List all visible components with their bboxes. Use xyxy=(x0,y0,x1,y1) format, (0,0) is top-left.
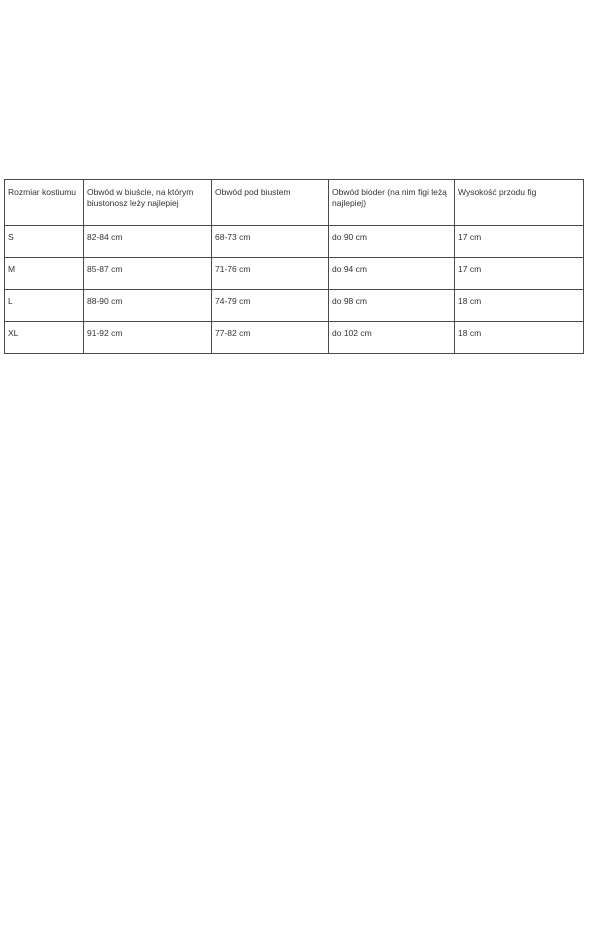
header-label: Obwód w biuście, na którym biustonosz leży najlepiej xyxy=(87,187,194,208)
table-cell xyxy=(329,258,455,290)
hips-value: do 90 cm xyxy=(332,232,367,242)
table-cell xyxy=(329,290,455,322)
header-cell-underbust xyxy=(212,180,329,226)
table-cell xyxy=(329,226,455,258)
table-cell xyxy=(84,322,212,354)
hips-value: do 94 cm xyxy=(332,264,367,274)
size-label: L xyxy=(8,296,13,306)
size-chart-table xyxy=(4,179,584,354)
front-height-value: 18 cm xyxy=(458,328,482,338)
front-height-value: 17 cm xyxy=(458,264,482,274)
table-row xyxy=(5,226,584,258)
table-row xyxy=(5,258,584,290)
header-cell-bust xyxy=(84,180,212,226)
table-header-row xyxy=(5,180,584,226)
table-cell xyxy=(5,258,84,290)
table-cell xyxy=(455,322,584,354)
hips-value: do 102 cm xyxy=(332,328,372,338)
header-cell-size xyxy=(5,180,84,226)
table-cell xyxy=(212,258,329,290)
underbust-value: 71-76 cm xyxy=(215,264,251,274)
table-cell xyxy=(212,322,329,354)
table-cell xyxy=(455,290,584,322)
table-cell xyxy=(84,290,212,322)
front-height-value: 18 cm xyxy=(458,296,482,306)
size-label: S xyxy=(8,232,14,242)
bust-value: 91-92 cm xyxy=(87,328,123,338)
table-cell xyxy=(455,258,584,290)
underbust-value: 74-79 cm xyxy=(215,296,251,306)
header-label: Wysokość przodu fig xyxy=(458,187,537,197)
size-label: M xyxy=(8,264,16,274)
table-cell xyxy=(5,322,84,354)
bust-value: 82-84 cm xyxy=(87,232,123,242)
table-cell xyxy=(455,226,584,258)
table-cell xyxy=(5,290,84,322)
table-cell xyxy=(212,290,329,322)
table-cell xyxy=(84,258,212,290)
table-cell xyxy=(329,322,455,354)
size-label: XL xyxy=(8,328,19,338)
front-height-value: 17 cm xyxy=(458,232,482,242)
table-row xyxy=(5,290,584,322)
underbust-value: 77-82 cm xyxy=(215,328,251,338)
header-cell-hips xyxy=(329,180,455,226)
table-cell xyxy=(212,226,329,258)
bust-value: 88-90 cm xyxy=(87,296,123,306)
hips-value: do 98 cm xyxy=(332,296,367,306)
table-cell xyxy=(5,226,84,258)
table-row xyxy=(5,322,584,354)
bust-value: 85-87 cm xyxy=(87,264,123,274)
header-label: Rozmiar kostiumu xyxy=(8,187,77,197)
header-label: Obwód pod biustem xyxy=(215,187,291,197)
header-cell-front-height xyxy=(455,180,584,226)
underbust-value: 68-73 cm xyxy=(215,232,251,242)
table-cell xyxy=(84,226,212,258)
header-label: Obwód bioder (na nim figi leżą najlepiej) xyxy=(332,187,447,208)
